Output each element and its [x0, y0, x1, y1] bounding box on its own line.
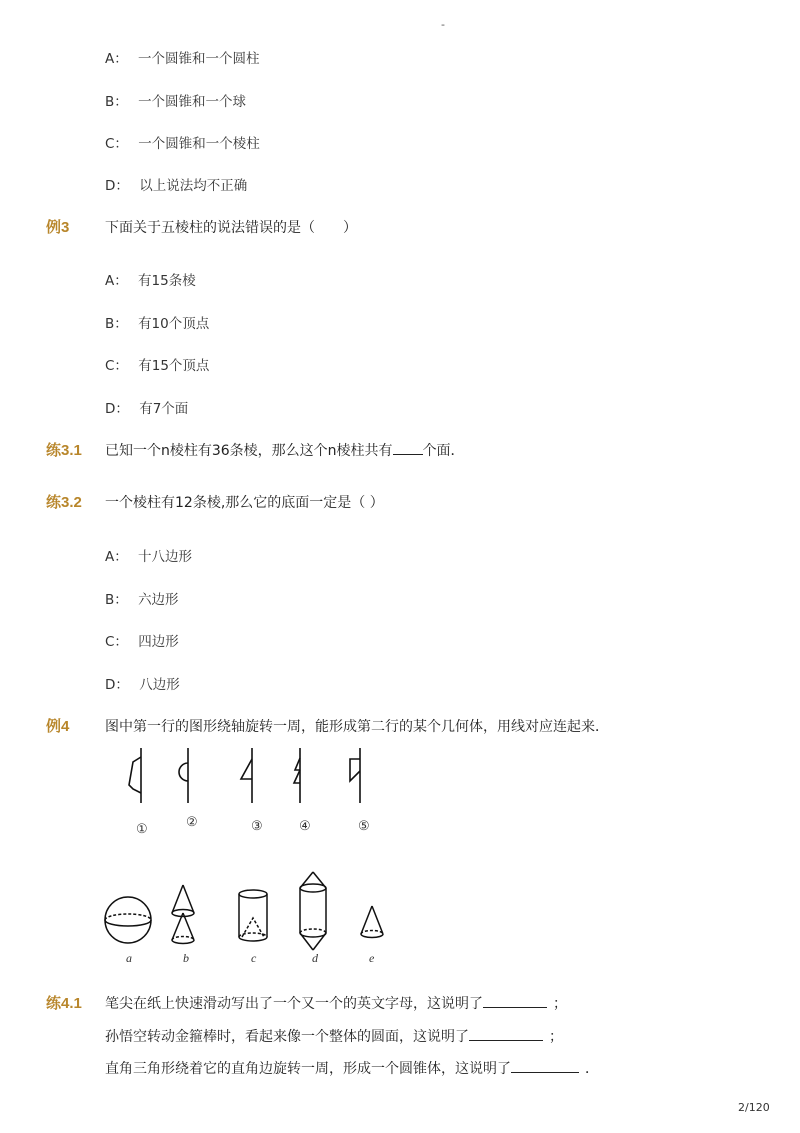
cone-solid — [361, 906, 383, 938]
practice-tag: 练3.1 — [46, 442, 82, 459]
figure-label-4: ④ — [299, 819, 311, 834]
solid-label-c: c — [251, 951, 257, 965]
answer-blank — [511, 1058, 579, 1073]
option-text: 有7个面 — [139, 401, 189, 417]
rotation-figures-top — [120, 745, 400, 820]
solid-label-e: e — [369, 951, 375, 965]
page-number: 2/120 — [738, 1101, 770, 1114]
line-text-before: 孙悟空转动金箍棒时，看起来像一个整体的圆面，这说明了 — [105, 1029, 469, 1045]
option-letter: B： — [105, 316, 128, 332]
question-text: 图中第一行的图形绕轴旋转一周，能形成第二行的某个几何体，用线对应连起来． — [105, 719, 609, 735]
option-letter: D： — [105, 677, 129, 693]
solid-label-d: d — [312, 951, 318, 965]
figure-double-triangle — [294, 748, 300, 803]
option-b — [105, 588, 179, 608]
line-text-before: 直角三角形绕着它的直角边旋转一周，形成一个圆锥体，这说明了 — [105, 1061, 511, 1077]
option-letter: A： — [105, 549, 128, 565]
option-text: 以上说法均不正确 — [139, 178, 248, 194]
figure-label-2: ② — [186, 815, 198, 830]
option-c — [105, 354, 209, 374]
question-text-before: 已知一个n棱柱有36条棱，那么这个n棱柱共有 — [105, 443, 393, 459]
answer-blank — [393, 440, 423, 455]
practice-tag: 练4.1 — [46, 995, 82, 1012]
option-text: 十八边形 — [138, 549, 193, 565]
line-text-before: 笔尖在纸上快速滑动写出了一个又一个的英文字母，这说明了 — [105, 996, 483, 1012]
question-text: 下面关于五棱柱的说法错误的是（ ） — [105, 220, 357, 236]
answer-blank — [469, 1026, 543, 1041]
option-text: 六边形 — [138, 592, 179, 608]
option-letter: A： — [105, 273, 128, 289]
option-letter: C： — [105, 136, 128, 152]
question-text-after: 个面． — [422, 443, 465, 459]
cylinder-solid — [239, 890, 267, 941]
double-cone-solid — [172, 885, 194, 944]
figure-trapezoid — [129, 748, 141, 803]
option-d — [105, 673, 180, 693]
option-c — [105, 132, 260, 152]
solid-figures-bottom — [100, 870, 400, 955]
option-b — [105, 90, 246, 110]
practice-tag: 练3.2 — [46, 494, 82, 511]
option-d — [105, 174, 247, 194]
option-text: 一个圆锥和一个棱柱 — [138, 136, 260, 152]
figure-label-1: ① — [136, 822, 148, 837]
header-mark: - — [441, 18, 445, 31]
line-text-after: ； — [549, 1029, 563, 1045]
option-text: 四边形 — [138, 634, 179, 650]
option-text: 有15条棱 — [138, 273, 196, 289]
option-letter: C： — [105, 634, 128, 650]
example-tag: 例3 — [46, 219, 70, 236]
option-letter: A： — [105, 51, 128, 67]
question-line-3 — [105, 1058, 599, 1078]
option-text: 有10个顶点 — [138, 316, 210, 332]
figure-label-5: ⑤ — [358, 819, 370, 834]
option-a — [105, 47, 260, 67]
option-text: 八边形 — [139, 677, 180, 693]
option-a — [105, 545, 192, 565]
question-text — [105, 440, 465, 460]
option-letter: B： — [105, 94, 128, 110]
option-letter: B： — [105, 592, 128, 608]
option-c — [105, 630, 179, 650]
option-text: 一个圆锥和一个球 — [138, 94, 247, 110]
option-a — [105, 269, 196, 289]
cylinder-double-cone-solid — [300, 872, 326, 950]
question-text: 一个棱柱有12条棱,那么它的底面一定是（ ） — [105, 495, 384, 511]
question-line-2 — [105, 1026, 563, 1046]
figure-label-3: ③ — [251, 819, 263, 834]
option-letter: D： — [105, 401, 129, 417]
figure-rectangle-triangle — [350, 748, 360, 803]
line-text-after: ； — [553, 996, 567, 1012]
answer-blank — [483, 993, 547, 1008]
option-text: 有15个顶点 — [138, 358, 210, 374]
option-letter: C： — [105, 358, 128, 374]
option-text: 一个圆锥和一个圆柱 — [138, 51, 260, 67]
solid-label-a: a — [126, 951, 132, 965]
option-letter: D： — [105, 178, 129, 194]
question-line-1 — [105, 993, 567, 1013]
solid-label-b: b — [183, 951, 189, 965]
sphere-solid — [105, 897, 151, 943]
line-text-after: ． — [585, 1061, 599, 1077]
option-d — [105, 397, 188, 417]
figure-semicircle — [179, 748, 188, 803]
example-tag: 例4 — [46, 718, 70, 735]
figure-triangle — [241, 748, 252, 803]
option-b — [105, 312, 209, 332]
